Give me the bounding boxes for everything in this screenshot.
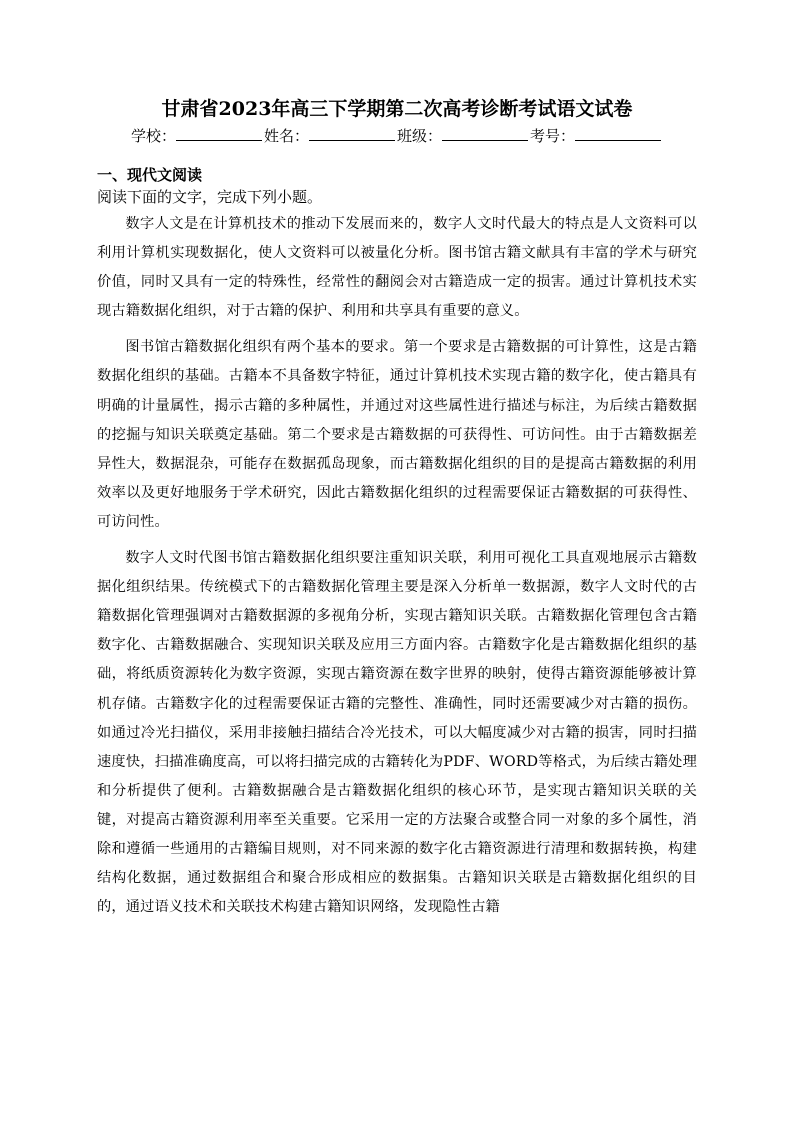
class-blank[interactable] <box>442 126 528 141</box>
exam-page <box>97 96 697 929</box>
exam-number-blank[interactable] <box>575 126 661 141</box>
section-heading: 一、现代文阅读 <box>97 166 203 184</box>
section-instruction: 阅读下面的文字，完成下列小题。 <box>97 188 323 206</box>
exam-number-field <box>530 124 663 148</box>
passage-paragraph-1: 数字人文是在计算机技术的推动下发展而来的，数字人文时代最大的特点是人文资料可以利用计算机实现数据化，使人文资料可以被量化分析。图书馆古籍文献具有丰富的学术与研究价值，同时又具有一定的特殊性，经常性的翻阅会对古籍造成一定的损害。通过计算机技术实现古籍数据化组织，对于古籍的保护、利用和共享具有重要的意义。 <box>97 216 697 320</box>
name-label: 姓名： <box>263 127 309 145</box>
school-field <box>131 124 264 148</box>
passage-paragraph-2: 图书馆古籍数据化组织有两个基本的要求。第一个要求是古籍数据的可计算性，这是古籍数据化组织的基础。古籍本不具备数字特征，通过计算机技术实现古籍的数字化，使古籍具有明确的计量属性，揭示古籍的多种属性，并通过对这些属性进行描述与标注，为后续古籍数据的挖掘与知识关联奠定基础。第二个要求是古籍数据的可获得性、可访问性。由于古籍数据差异性大，数据混杂，可能存在数据孤岛现象，而古籍数据化组织的目的是提高古籍数据的利用效率以及更好地服务于学术研究，因此古籍数据化组织的过程需要保证古籍数据的可获得性、可访问性。 <box>97 339 697 530</box>
class-field <box>397 124 530 148</box>
school-blank[interactable] <box>176 126 262 141</box>
exam-title: 甘肃省2023年高三下学期第二次高考诊断考试语文试卷 <box>161 98 633 120</box>
name-field <box>264 124 397 148</box>
name-blank[interactable] <box>309 126 395 141</box>
exam-number-label: 考号： <box>530 127 576 145</box>
school-label: 学校： <box>130 127 176 145</box>
student-info-line <box>97 124 697 148</box>
class-label: 班级： <box>397 127 443 145</box>
passage-paragraph-3: 数字人文时代图书馆古籍数据化组织要注重知识关联，利用可视化工具直观地展示古籍数据化组织结果。传统模式下的古籍数据化管理主要是深入分析单一数据源，数字人文时代的古籍数据化管理强调对古籍数据源的多视角分析，实现古籍知识关联。古籍数据化管理包含古籍数字化、古籍数据融合、实现知识关联及应用三方面内容。古籍数字化是古籍数据化组织的基础，将纸质资源转化为数字资源，实现古籍资源在数字世界的映射，使得古籍资源能够被计算机存储。古籍数字化的过程需要保证古籍的完整性、准确性，同时还需要减少对古籍的损伤。如通过冷光扫描仪，采用非接触扫描结合冷光技术，可以大幅度减少对古籍的损害，同时扫描速度快，扫描准确度高，可以将扫描完成的古籍转化为PDF、WORD等格式，为后续古籍处理和分析提供了便利。古籍数据融合是古籍数据化组织的核心环节，是实现古籍知识关联的关键，对提高古籍资源利用率至关重要。它采用一定的方法聚合或整合同一对象的多个属性，消除和遵循一些通用的古籍编目规则，对不同来源的数字化古籍资源进行清理和数据转换，构建结构化数据，通过数据组合和聚合形成相应的数据集。古籍知识关联是古籍数据化组织的目的，通过语义技术和关联技术构建古籍知识网络，发现隐性古籍 <box>97 550 697 916</box>
